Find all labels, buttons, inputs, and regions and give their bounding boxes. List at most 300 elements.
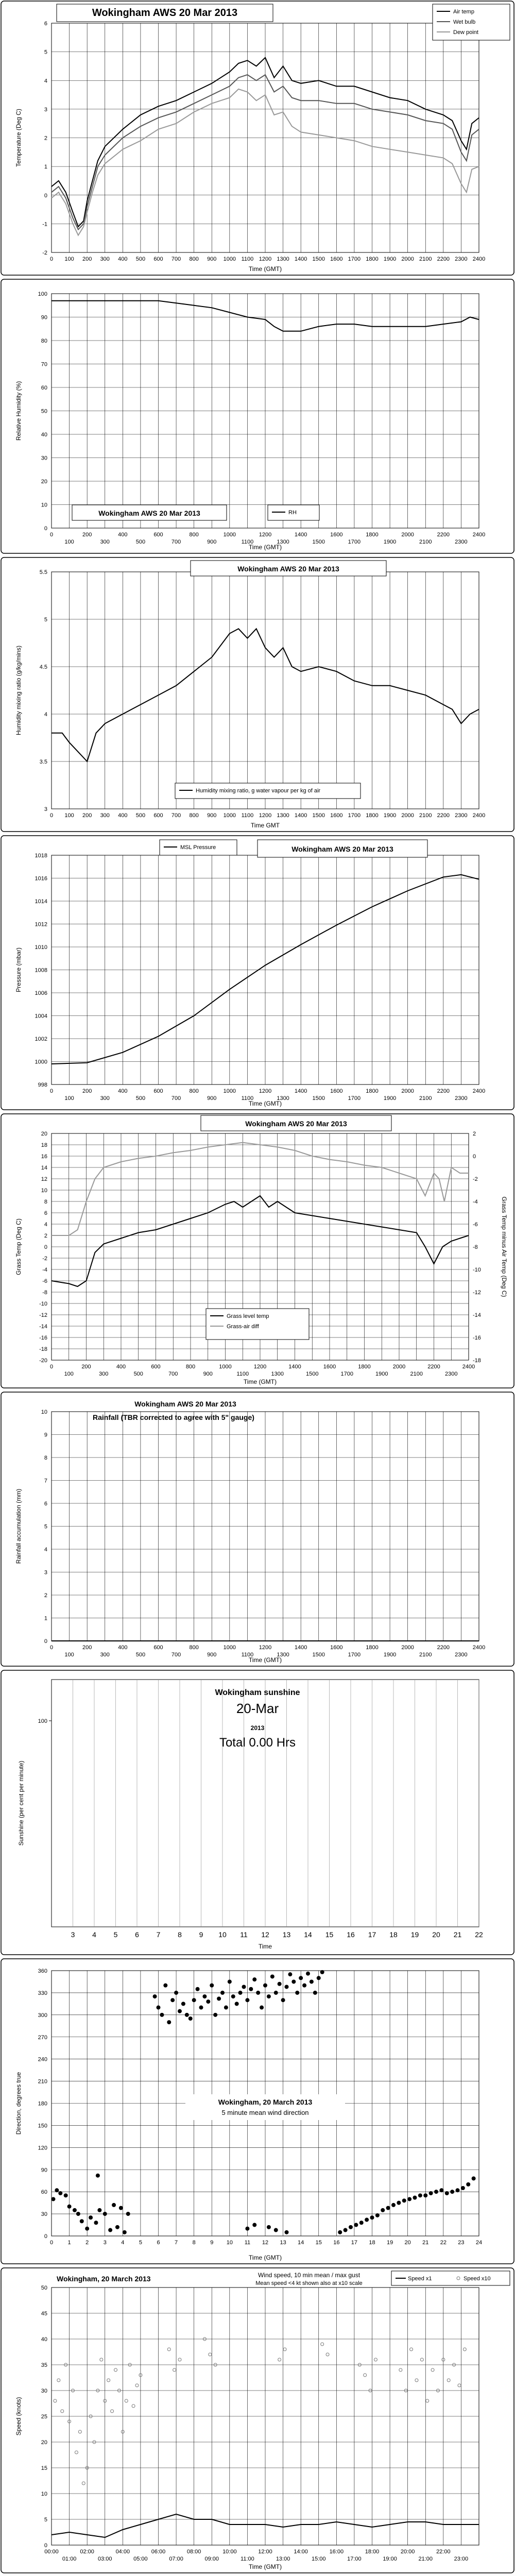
chart-svg [0, 0, 515, 278]
x-tick-label: 2200 [437, 256, 450, 262]
y-tick-label: 3 [44, 106, 47, 113]
x-tick-label: 1300 [277, 539, 289, 545]
x-tick-label: 2200 [427, 1364, 440, 1370]
chart-title: Wokingham, 20 March 2013 [218, 2098, 313, 2106]
data-point [228, 1979, 232, 1984]
y-tick-label: 5 [44, 1523, 47, 1530]
panel-mixing-ratio [0, 556, 515, 835]
x-tick-label: 700 [171, 1095, 181, 1101]
data-point [466, 2182, 470, 2187]
x-tick-label: 10 [226, 2240, 233, 2246]
x-tick-label: 1400 [294, 1645, 307, 1651]
x-tick-label: 1700 [340, 1371, 353, 1377]
x-tick-label: 14 [298, 2240, 304, 2246]
y-tick-label: 10 [41, 2491, 47, 2497]
y-axis-label: Direction, degrees true [15, 2072, 22, 2135]
chart-subtitle: Rainfall (TBR corrected to agree with 5" gauge) [93, 1413, 254, 1421]
x-axis-label: Time (GMT) [248, 265, 282, 273]
y-tick-label: 1018 [35, 853, 47, 859]
x-tick-label: 13:00 [276, 2556, 290, 2562]
y-axis-label: Grass Temp (Deg C) [15, 1218, 22, 1275]
y-tick-label: -2 [42, 1256, 47, 1262]
x-tick-label: 2400 [472, 812, 486, 819]
x-tick-label: 200 [82, 256, 92, 262]
x-tick-label: 2000 [401, 1645, 414, 1651]
y-tick-label: 18 [41, 1142, 47, 1148]
data-point [238, 1991, 243, 1995]
y-tick-label: 1 [44, 1615, 47, 1622]
x-tick-label: 1600 [330, 1645, 343, 1651]
x-tick-label: 1100 [241, 539, 254, 545]
x-tick-label: 13 [280, 2240, 286, 2246]
y-tick-label: 270 [38, 2034, 47, 2041]
data-point [313, 1991, 317, 1995]
y-tick-label: 0 [44, 1638, 47, 1645]
x-tick-label: 22 [440, 2240, 447, 2246]
y-axis-label: Sunshine (per cent per minute) [18, 1760, 25, 1846]
x-tick-label: 6 [157, 2240, 160, 2246]
x-tick-label: 19 [410, 1930, 419, 1939]
x-axis-label: Time [258, 1943, 272, 1950]
data-point [220, 1991, 225, 1995]
y-tick-label: 5 [44, 617, 47, 623]
data-point [359, 2221, 364, 2225]
data-point [439, 2188, 443, 2192]
y-tick-label: 100 [38, 1718, 47, 1724]
y2-tick-label: -4 [473, 1199, 478, 1205]
x-tick-label: 2400 [472, 1088, 486, 1094]
data-point [170, 1998, 175, 2002]
x-tick-label: 400 [118, 256, 128, 262]
y-tick-label: 10 [41, 1188, 47, 1194]
y-tick-label: 40 [41, 2336, 47, 2343]
x-tick-label: 500 [135, 1652, 146, 1658]
x-tick-label: 1100 [236, 1371, 249, 1377]
y-tick-label: 20 [41, 2439, 47, 2446]
x-tick-label: 13 [282, 1930, 291, 1939]
panel-pressure [0, 835, 515, 1113]
data-point [349, 2225, 353, 2229]
data-point [103, 2212, 107, 2216]
x-tick-label: 700 [171, 256, 181, 262]
y-tick-label: 1006 [35, 990, 47, 996]
data-point [196, 1987, 200, 1991]
data-point [429, 2191, 433, 2195]
y-tick-label: 10 [41, 502, 47, 509]
x-tick-label: 2300 [455, 256, 468, 262]
y-tick-label: 10 [41, 1409, 47, 1415]
chart-subtitle: Wind speed, 10 min mean / max gust [258, 2272, 360, 2279]
x-tick-label: 1600 [330, 256, 343, 262]
y-tick-label: 14 [41, 1165, 47, 1171]
year-label: 2013 [250, 1724, 265, 1732]
y-tick-label: 100 [38, 291, 47, 297]
y-tick-label: -16 [39, 1335, 47, 1341]
data-point [299, 1976, 303, 1980]
x-tick-label: 1900 [375, 1371, 388, 1377]
y-axis-label: Speed (knots) [15, 2397, 22, 2436]
y-tick-label: 998 [38, 1082, 47, 1088]
x-tick-label: 17 [351, 2240, 358, 2246]
y-tick-label: 70 [41, 361, 47, 368]
data-point [338, 2230, 342, 2234]
data-point [256, 1991, 260, 1995]
x-tick-label: 17 [368, 1930, 376, 1939]
data-point [291, 1979, 296, 1984]
x-tick-label: 1000 [223, 812, 236, 819]
data-point [115, 2225, 119, 2229]
x-tick-label: 00:00 [44, 2549, 59, 2555]
panel-rainfall [0, 1391, 515, 1669]
x-tick-label: 21 [422, 2240, 429, 2246]
data-point [126, 2212, 130, 2216]
legend-entry: Humidity mixing ratio, g water vapour per kg of air [196, 788, 321, 794]
y-axis-label: Pressure (mbar) [15, 947, 22, 992]
x-tick-label: 1200 [259, 532, 272, 538]
x-tick-label: 1000 [223, 1645, 236, 1651]
x-tick-label: 200 [82, 532, 92, 538]
chart-title: Wokingham AWS 20 Mar 2013 [237, 565, 339, 573]
x-tick-label: 1300 [277, 812, 289, 819]
x-tick-label: 1300 [271, 1371, 284, 1377]
x-tick-label: 11:00 [241, 2556, 254, 2562]
x-tick-label: 1900 [383, 1652, 397, 1658]
y2-tick-label: -6 [473, 1222, 478, 1228]
x-tick-label: 600 [153, 1645, 163, 1651]
legend-entry: RH [288, 510, 297, 516]
data-point [192, 1998, 196, 2002]
panel-temperature [0, 0, 515, 278]
data-point [235, 2002, 239, 2006]
data-point [370, 2215, 374, 2219]
x-tick-label: 15 [315, 2240, 322, 2246]
y2-tick-label: -16 [473, 1335, 481, 1341]
y-tick-label: 3 [44, 1569, 47, 1576]
x-tick-label: 1400 [294, 1088, 307, 1094]
x-tick-label: 1500 [306, 1371, 319, 1377]
data-point [224, 2006, 228, 2010]
x-tick-label: 2300 [445, 1371, 458, 1377]
y-tick-label: 40 [41, 432, 47, 438]
x-tick-label: 23:00 [454, 2556, 469, 2562]
data-point [285, 1985, 289, 1989]
data-point [94, 2221, 98, 2225]
x-tick-label: 06:00 [151, 2549, 166, 2555]
y-tick-label: 60 [41, 2189, 47, 2196]
x-tick-label: 02:00 [80, 2549, 94, 2555]
x-tick-label: 1200 [259, 1088, 272, 1094]
x-axis-label: Time (GMT) [248, 2254, 282, 2261]
y-tick-label: 90 [41, 314, 47, 321]
data-point [202, 1994, 207, 1998]
x-tick-label: 400 [118, 1088, 128, 1094]
x-tick-label: 5 [139, 2240, 142, 2246]
x-tick-label: 22:00 [436, 2549, 451, 2555]
y-tick-label: 60 [41, 385, 47, 391]
x-tick-label: 7 [156, 1930, 161, 1939]
x-tick-label: 1700 [348, 539, 361, 545]
x-tick-label: 800 [189, 812, 199, 819]
data-point [260, 2006, 264, 2010]
x-tick-label: 1800 [366, 1645, 379, 1651]
y-tick-label: -20 [39, 1358, 47, 1364]
data-point [267, 2225, 271, 2229]
chart-svg [0, 1391, 515, 1669]
data-point [85, 2227, 89, 2231]
x-tick-label: 15 [325, 1930, 334, 1939]
y-tick-label: 7 [44, 1478, 47, 1484]
data-point [397, 2201, 401, 2205]
y-tick-label: 20 [41, 479, 47, 485]
x-tick-label: 900 [207, 539, 217, 545]
x-tick-label: 2400 [472, 1645, 486, 1651]
x-tick-label: 2000 [401, 812, 414, 819]
x-tick-label: 2100 [419, 1095, 432, 1101]
data-point [434, 2190, 438, 2194]
chart-svg [0, 278, 515, 556]
data-point [67, 2205, 72, 2209]
data-point [320, 1970, 324, 1974]
data-point [344, 2228, 348, 2232]
x-tick-label: 700 [171, 539, 181, 545]
x-tick-label: 18:00 [365, 2549, 380, 2555]
y-tick-label: 1000 [35, 1059, 47, 1065]
y-tick-label: 1002 [35, 1036, 47, 1042]
legend-entry: Speed x10 [464, 2276, 491, 2282]
data-point [274, 1991, 278, 1995]
x-tick-label: 4 [121, 2240, 125, 2246]
data-point [97, 2208, 101, 2212]
y-tick-label: 50 [41, 408, 47, 415]
y-tick-label: 4.5 [39, 664, 47, 670]
x-tick-label: 2000 [401, 532, 414, 538]
x-tick-label: 6 [135, 1930, 139, 1939]
legend-entry: MSL Pressure [180, 844, 216, 851]
x-tick-label: 500 [135, 539, 146, 545]
data-point [391, 2203, 396, 2207]
data-point [123, 2230, 127, 2234]
y-tick-label: -10 [39, 1301, 47, 1307]
panel-wind-direction [0, 1958, 515, 2267]
x-tick-label: 1300 [277, 1095, 289, 1101]
x-tick-label: 4 [92, 1930, 96, 1939]
x-tick-label: 200 [82, 1088, 92, 1094]
x-tick-label: 400 [118, 812, 128, 819]
data-point [445, 2191, 449, 2195]
y-axis-label: Relative Humidity (%) [15, 381, 22, 441]
y-tick-label: 300 [38, 2012, 47, 2019]
chart-title: Wokingham AWS 20 Mar 2013 [134, 1400, 236, 1408]
data-point [64, 2193, 68, 2197]
y-tick-label: 3.5 [39, 759, 47, 765]
x-tick-label: 22 [475, 1930, 483, 1939]
x-tick-label: 1500 [312, 256, 325, 262]
total-label: Total 0.00 Hrs [219, 1736, 296, 1750]
x-tick-label: 12:00 [258, 2549, 272, 2555]
data-point [402, 2198, 406, 2202]
y-tick-label: -8 [42, 1290, 47, 1296]
y-tick-label: 1016 [35, 875, 47, 882]
x-tick-label: 1500 [312, 1652, 325, 1658]
x-tick-label: 600 [153, 1088, 163, 1094]
y-tick-label: -18 [39, 1346, 47, 1352]
y-tick-label: 30 [41, 455, 47, 462]
chart-title: Wokingham, 20 March 2013 [57, 2275, 151, 2283]
x-tick-label: 1200 [259, 256, 272, 262]
x-tick-label: 1800 [358, 1364, 371, 1370]
legend-entry: Grass level temp [227, 1313, 269, 1319]
data-point [450, 2190, 454, 2194]
x-tick-label: 24 [475, 2240, 483, 2246]
x-tick-label: 08:00 [186, 2549, 201, 2555]
x-tick-label: 3 [103, 2240, 107, 2246]
x-tick-label: 11 [240, 1930, 248, 1939]
panel-humidity [0, 278, 515, 556]
data-point [375, 2213, 380, 2217]
y-tick-label: 150 [38, 2123, 47, 2129]
y-tick-label: 6 [44, 1210, 47, 1216]
x-tick-label: 1900 [383, 812, 397, 819]
data-point [354, 2223, 358, 2227]
x-tick-label: 14 [304, 1930, 312, 1939]
x-tick-label: 20 [432, 1930, 440, 1939]
data-point [306, 1972, 310, 1976]
x-tick-label: 1700 [348, 1652, 361, 1658]
y-tick-label: 8 [44, 1455, 47, 1461]
x-tick-label: 700 [168, 1371, 178, 1377]
y-tick-label: 1010 [35, 944, 47, 951]
chart-svg [0, 835, 515, 1113]
y-axis-label: Rainfall accumulation (mm) [15, 1488, 22, 1564]
x-tick-label: 1000 [223, 256, 236, 262]
y-tick-label: 4 [44, 78, 47, 84]
x-tick-label: 2000 [401, 1088, 414, 1094]
data-point [270, 1974, 274, 1978]
x-tick-label: 500 [135, 812, 146, 819]
y-tick-label: 30 [41, 2211, 47, 2218]
data-point [55, 2188, 59, 2192]
y-tick-label: 4 [44, 1222, 47, 1228]
x-tick-label: 1100 [241, 1652, 254, 1658]
x-tick-label: 15:00 [311, 2556, 326, 2562]
y-tick-label: 45 [41, 2311, 47, 2317]
x-axis-label: Time (GMT) [248, 1100, 282, 1107]
x-tick-label: 1700 [348, 1095, 361, 1101]
data-point [231, 1994, 235, 1998]
y-tick-label: 2 [44, 1592, 47, 1599]
x-tick-label: 300 [99, 1371, 109, 1377]
data-point [163, 1984, 167, 1988]
data-point [386, 2206, 390, 2210]
x-tick-label: 300 [100, 256, 110, 262]
data-point [423, 2193, 427, 2197]
x-tick-label: 300 [100, 1652, 110, 1658]
x-tick-label: 2400 [462, 1364, 475, 1370]
x-tick-label: 100 [64, 1371, 74, 1377]
data-point [51, 2197, 55, 2201]
chart-title: Wokingham AWS 20 Mar 2013 [98, 509, 200, 517]
data-point [302, 1984, 306, 1988]
x-tick-label: 1900 [383, 256, 397, 262]
y-tick-label: 35 [41, 2362, 47, 2368]
x-tick-label: 400 [118, 532, 128, 538]
chart-note: Mean speed <4 kt shown also at x10 scale [255, 2280, 363, 2286]
y-tick-label: 6 [44, 21, 47, 27]
data-point [407, 2197, 411, 2201]
x-tick-label: 1400 [288, 1364, 301, 1370]
x-tick-label: 600 [153, 256, 163, 262]
x-tick-label: 0 [49, 1645, 54, 1651]
legend-entry: Grass-air diff [227, 1324, 259, 1330]
data-point [472, 2176, 476, 2180]
x-tick-label: 800 [189, 1645, 199, 1651]
data-point [461, 2186, 465, 2190]
y-tick-label: 5.5 [39, 569, 47, 575]
data-point [418, 2193, 422, 2197]
x-axis-label: Time (GMT) [243, 1378, 277, 1385]
data-point [206, 1999, 210, 2004]
y-tick-label: 0 [44, 526, 47, 532]
x-tick-label: 1200 [259, 812, 272, 819]
x-tick-label: 14:00 [294, 2549, 308, 2555]
x-tick-label: 8 [192, 2240, 196, 2246]
x-tick-label: 200 [82, 1645, 92, 1651]
x-axis-label: Time GMT [250, 822, 280, 829]
data-point [288, 1972, 292, 1976]
y-tick-label: -12 [39, 1312, 47, 1318]
y-tick-label: 4 [44, 1547, 47, 1553]
x-tick-label: 10 [218, 1930, 227, 1939]
x-tick-label: 1100 [241, 256, 254, 262]
x-tick-label: 11 [244, 2240, 251, 2246]
x-tick-label: 1200 [253, 1364, 267, 1370]
data-point [263, 1984, 267, 1988]
x-tick-label: 0 [49, 256, 54, 262]
x-tick-label: 1100 [241, 1095, 254, 1101]
data-point [58, 2191, 62, 2195]
x-tick-label: 2 [85, 2240, 89, 2246]
x-tick-label: 1500 [312, 812, 325, 819]
data-point [210, 1984, 214, 1988]
y-tick-label: 30 [41, 2388, 47, 2394]
y-tick-label: 210 [38, 2078, 47, 2085]
data-point [274, 2228, 278, 2232]
data-point [317, 1976, 321, 1980]
y-tick-label: 20 [41, 1131, 47, 1137]
data-point [310, 1979, 314, 1984]
chart-svg [0, 1958, 515, 2267]
x-tick-label: 800 [189, 1088, 199, 1094]
x-tick-label: 800 [189, 532, 199, 538]
x-tick-label: 300 [100, 1095, 110, 1101]
x-tick-label: 9 [210, 2240, 214, 2246]
x-axis-label: Time (GMT) [248, 1656, 282, 1664]
x-tick-label: 600 [153, 532, 163, 538]
legend-entry: Speed x1 [408, 2276, 432, 2282]
x-tick-label: 1800 [366, 812, 379, 819]
x-tick-label: 0 [49, 1088, 54, 1094]
y2-axis-label: Grass Temp minus Air Temp (Deg C) [501, 1196, 508, 1297]
y2-tick-label: 0 [473, 1154, 476, 1160]
data-point [108, 2228, 112, 2232]
y-tick-label: -1 [42, 221, 47, 228]
x-tick-label: 21:00 [418, 2556, 433, 2562]
data-point [112, 2203, 116, 2207]
y2-tick-label: -10 [473, 1267, 481, 1273]
y-tick-label: 50 [41, 2285, 47, 2291]
x-tick-label: 1400 [294, 256, 307, 262]
x-tick-label: 100 [64, 539, 74, 545]
